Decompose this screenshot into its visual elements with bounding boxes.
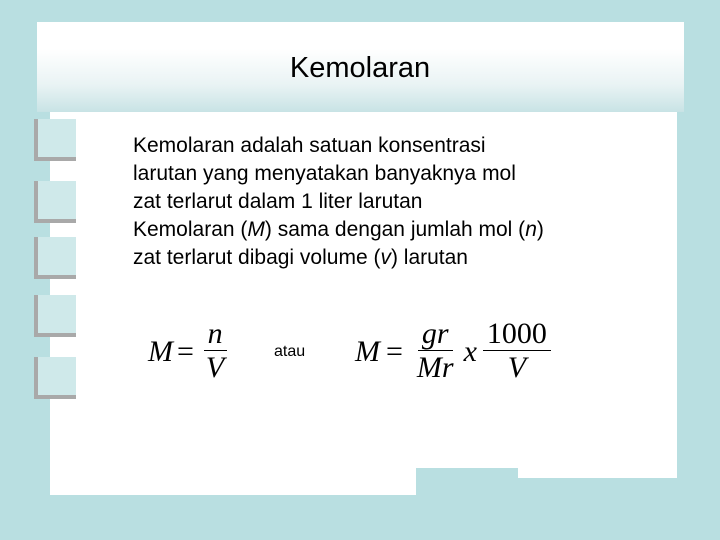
formula-lhs: M (148, 334, 173, 368)
formula-lhs: M (355, 334, 380, 368)
body-line: Kemolaran (M) sama dengan jumlah mol (n) (133, 218, 544, 241)
formula-molarity-mass (355, 318, 555, 385)
formula-fraction (202, 318, 228, 385)
bottom-tab-decoration (416, 468, 518, 496)
fraction-numerator: n (204, 318, 227, 351)
body-line: Kemolaran adalah satuan konsentrasi (133, 134, 486, 157)
body-line: zat terlarut dibagi volume (v) larutan (133, 246, 468, 269)
connector-text: atau (274, 343, 306, 360)
formula-times: x (463, 334, 477, 368)
fraction-denominator: V (507, 351, 527, 384)
fraction-denominator: Mr (416, 351, 454, 384)
formula-fraction-mass (413, 318, 458, 385)
body-line: zat terlarut dalam 1 liter larutan (133, 190, 423, 213)
decor-square (34, 295, 76, 337)
slide-title: Kemolaran (289, 52, 431, 84)
fraction-numerator: 1000 (483, 318, 551, 351)
decor-square (34, 181, 76, 223)
body-text (133, 132, 653, 272)
body-line: larutan yang menyatakan banyaknya mol (133, 162, 516, 185)
fraction-numerator: gr (418, 318, 453, 351)
formula-equals: = (177, 334, 194, 368)
formula-fraction-volume (483, 318, 551, 385)
bottom-strip-decoration (518, 478, 678, 498)
decor-square (34, 357, 76, 399)
decor-square (34, 119, 76, 161)
decor-square (34, 237, 76, 279)
fraction-denominator: V (205, 351, 225, 384)
formula-equals: = (386, 334, 403, 368)
formula-molarity-simple (148, 318, 232, 385)
